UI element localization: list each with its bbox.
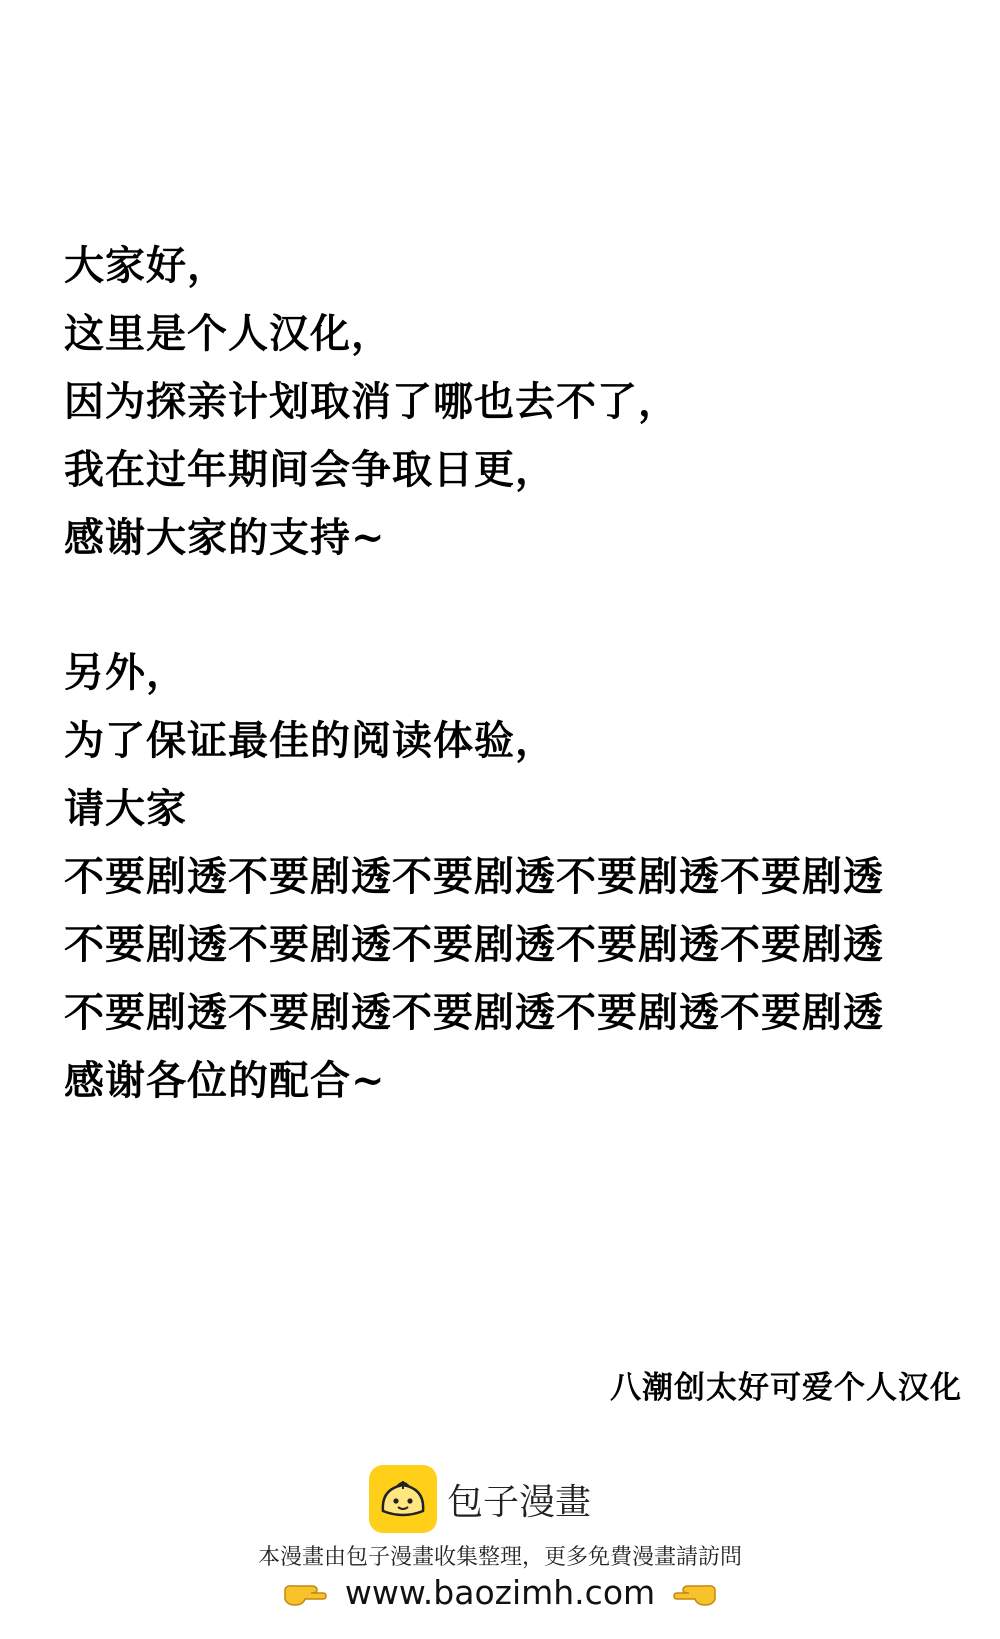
text-line: 不要剧透不要剧透不要剧透不要剧透不要剧透: [64, 989, 884, 1036]
text-line: 不要剧透不要剧透不要剧透不要剧透不要剧透: [64, 921, 884, 968]
text-line: 因为探亲计划取消了哪也去不了，: [64, 378, 679, 425]
translator-signature: 八潮创太好可爱个人汉化: [610, 1370, 962, 1406]
site-logo[interactable]: [0, 1465, 1000, 1533]
text-line: 不要剧透不要剧透不要剧透不要剧透不要剧透: [64, 853, 884, 900]
text-line: 这里是个人汉化，: [64, 310, 392, 357]
text-line: 感谢各位的配合~: [64, 1057, 386, 1104]
footer-notice: 本漫畫由包子漫畫收集整理，更多免費漫畫請訪問: [257, 1545, 742, 1570]
text-line: 另外，: [64, 649, 187, 696]
text-line: 请大家: [64, 785, 187, 832]
text-line: 大家好，: [64, 242, 228, 289]
text-line: 感谢大家的支持~: [64, 514, 386, 561]
bun-logo-icon: [369, 1465, 437, 1533]
logo-text: 包子漫畫: [446, 1481, 591, 1523]
text-line: 我在过年期间会争取日更，: [64, 446, 556, 493]
pointing-hand-left-icon: [673, 1577, 717, 1609]
text-line: 为了保证最佳的阅读体验，: [64, 717, 556, 764]
url-row: [0, 1573, 1000, 1612]
pointing-hand-right-icon: [283, 1577, 327, 1609]
site-url-link[interactable]: www.baozimh.com: [344, 1573, 656, 1612]
